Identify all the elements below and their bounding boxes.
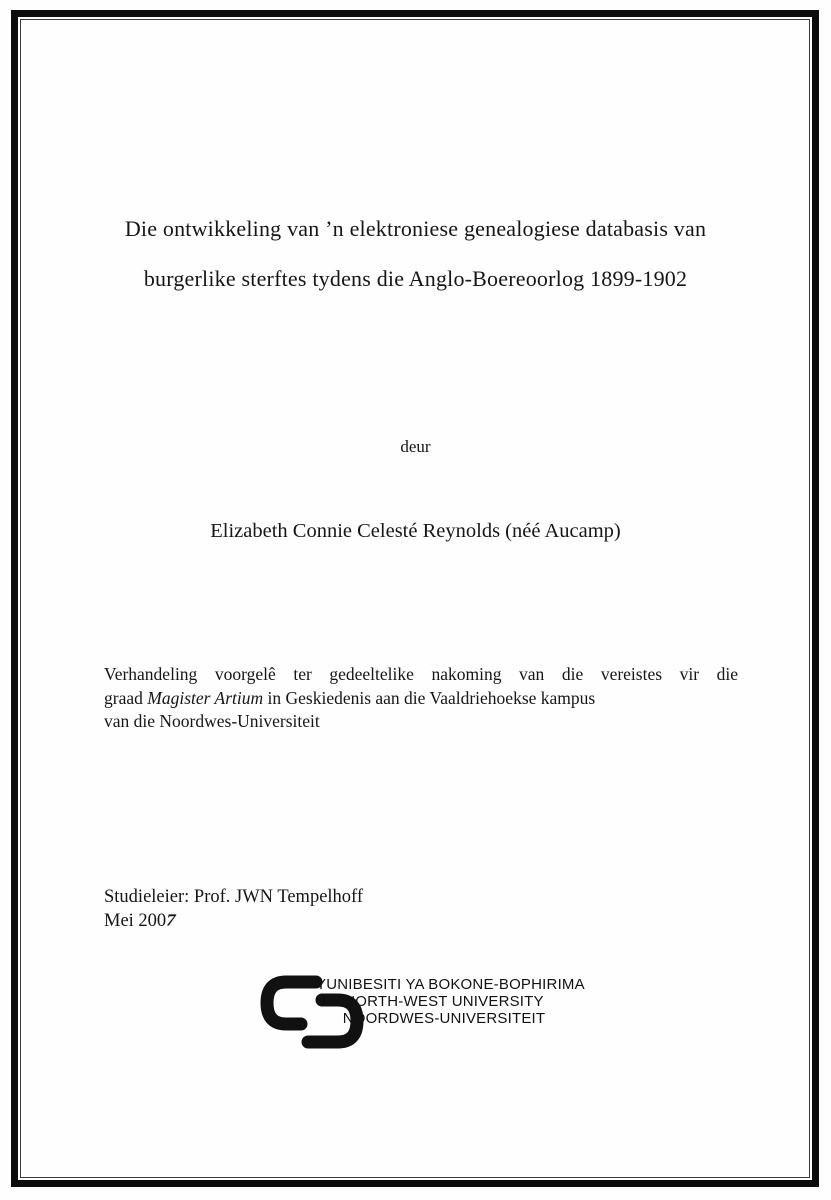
date-line xyxy=(104,909,363,933)
supervisor-block xyxy=(104,885,363,933)
submission-line3: van die Noordwes-Universiteit xyxy=(104,711,320,731)
logo-line-english: NORTH-WEST UNIVERSITY xyxy=(344,993,544,1010)
submission-statement xyxy=(104,663,738,734)
author-name: Elizabeth Connie Celesté Reynolds (néé Aucamp) xyxy=(210,520,621,542)
degree-name: Magister Artium xyxy=(147,687,264,708)
submission-line2-post: in Geskiedenis aan die Vaaldriehoekse kampus xyxy=(263,687,596,708)
submission-line2-pre: graad xyxy=(104,687,148,708)
university-logo-text xyxy=(316,976,585,1027)
byline-label: deur xyxy=(400,437,431,456)
logo-line-afrikaans: NOORDWES-UNIVERSITEIT xyxy=(342,1010,546,1027)
logo-line-setswana: YUNIBESITI YA BOKONE-BOPHIRIMA xyxy=(316,976,585,993)
submission-line2 xyxy=(104,687,738,711)
date-last-digit: 7 xyxy=(163,911,178,931)
submission-line1: Verhandeling voorgelê ter gedeeltelike nakoming van die vereistes vir die xyxy=(104,664,738,684)
thesis-title-line1: Die ontwikkeling van ’n elektroniese genealogiese databasis van xyxy=(124,216,707,241)
university-logo xyxy=(256,964,586,1056)
thesis-title-line2: burgerlike sterftes tydens die Anglo-Boereoorlog 1899-1902 xyxy=(143,266,688,291)
supervisor-line: Studieleier: Prof. JWN Tempelhoff xyxy=(104,887,364,907)
date-prefix: Mei 200 xyxy=(104,911,167,931)
thesis-title xyxy=(60,204,771,304)
